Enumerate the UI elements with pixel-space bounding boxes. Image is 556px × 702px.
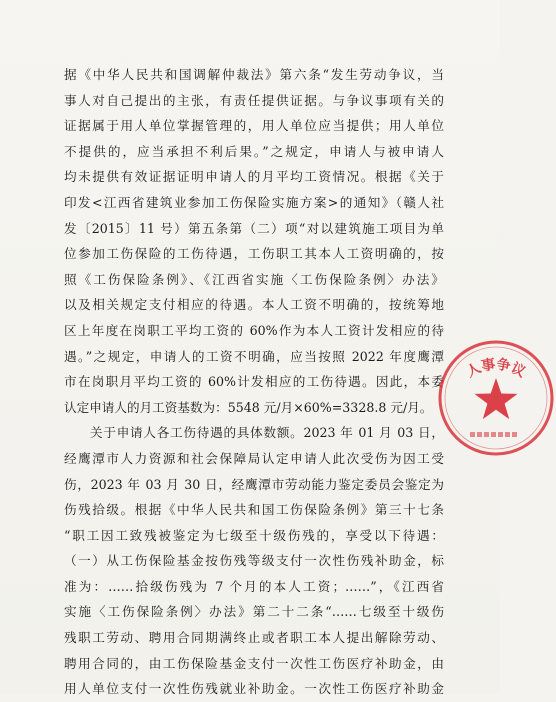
text-line: 认定申请人的月工资基数为：5548 元/月×60%=3328.8 元/月。 <box>64 399 433 415</box>
text-line: 不提供的，应当承担不利后果。”之规定，申请人与被申请人 <box>64 143 444 159</box>
text-line: （一）从工伤保险基金按伤残等级支付一次性伤残补助金，标 <box>64 553 444 569</box>
text-line: 发〔2015〕11 号）第五条第（二）项“对以建筑施工项目为单 <box>64 220 444 236</box>
text-line: 以及相关规定支付相应的待遇。本人工资不明确的，按统筹地 <box>64 297 444 313</box>
paragraph-start-line: 关于申请人各工伤待遇的具体数额。2023 年 01 月 03 日， <box>90 425 444 441</box>
text-line: 位参加工伤保险的工伤待遇，工伤职工其本人工资明确的，按 <box>64 246 444 262</box>
text-line: 伤残拾级。根据《中华人民共和国工伤保险条例》第三十七条 <box>64 502 444 518</box>
document-body <box>64 62 444 702</box>
text-line: 证据属于用人单位掌握管理的，用人单位应当提供；用人单位 <box>64 118 444 134</box>
text-line: 遇。”之规定，申请人的工资不明确，应当按照 2022 年度鹰潭 <box>64 348 444 364</box>
star-icon <box>475 378 518 419</box>
official-seal <box>436 338 556 458</box>
text-line: 市在岗职月平均工资的 60%计发相应的工伤待遇。因此，本委 <box>64 374 444 390</box>
text-line: 印发<江西省建筑业参加工伤保险实施方案>的通知》（赣人社 <box>64 194 444 210</box>
text-line: 经鹰潭市人力资源和社会保障局认定申请人此次受伤为因工受 <box>64 450 444 466</box>
text-line: 实施〈工伤保险条例〉办法》第二十二条“……七级至十级伤 <box>64 604 444 620</box>
text-line: 事人对自己提出的主张，有责任提供证据。与争议事项有关的 <box>64 92 444 108</box>
text-line: 区上年度在岗职工平均工资的 60%作为本人工资计发相应的待 <box>64 322 444 338</box>
text-line: 照《工伤保险条例》、《江西省实施〈工伤保险条例〉办法》 <box>64 271 444 287</box>
text-line: 准为：……拾级伤残为 7 个月的本人工资；……”，《江西省 <box>64 578 444 594</box>
seal-number-marks <box>470 432 517 437</box>
seal-text: 人事争议 <box>464 356 528 381</box>
text-line: 聘用合同的，由工伤保险基金支付一次性工伤医疗补助金，由 <box>64 655 444 671</box>
text-line: 伤，2023 年 03 月 30 日，经鹰潭市劳动能力鉴定委员会鉴定为 <box>64 476 444 492</box>
text-line: 残职工劳动、聘用合同期满终止或者职工本人提出解除劳动、 <box>64 630 444 646</box>
text-line: “职工因工致残被鉴定为七级至十级伤残的，享受以下待遇： <box>64 527 444 543</box>
text-line: 用人单位支付一次性伤残就业补助金。一次性工伤医疗补助金 <box>64 681 444 697</box>
text-line: 均未提供有效证据证明申请人的月平均工资情况。根据《关于 <box>64 169 444 185</box>
text-line: 据《中华人民共和国调解仲裁法》第六条“发生劳动争议，当 <box>64 67 444 82</box>
